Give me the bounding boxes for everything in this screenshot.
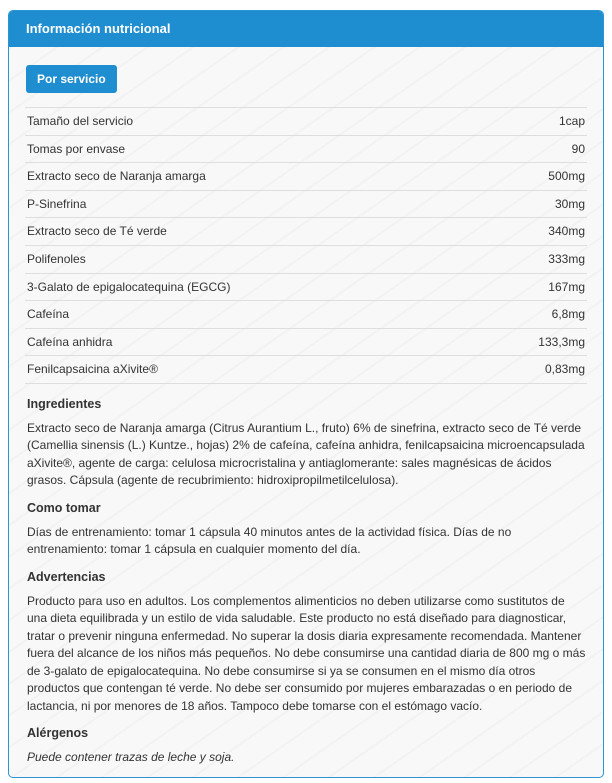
table-row <box>25 356 587 384</box>
table-row <box>25 329 587 357</box>
ingredients-section <box>25 397 587 490</box>
table-row <box>25 301 587 329</box>
panel-body <box>9 47 603 767</box>
nutrient-value: 6,8mg <box>551 307 585 322</box>
allergens-title: Alérgenos <box>27 726 89 741</box>
usage-text: Días de entrenamiento: tomar 1 cápsula 40 minutos antes de la actividad física. Días de no entrenamiento: tomar 1 cápsula en cualquier momento del día. <box>27 524 512 557</box>
nutrient-value: 0,83mg <box>544 362 585 377</box>
ingredients-title: Ingredientes <box>27 396 102 411</box>
nutrient-name: Extracto seco de Naranja amarga <box>27 169 206 184</box>
nutrient-name: Fenilcapsaicina aXivite® <box>27 362 158 377</box>
nutrition-table <box>25 107 587 384</box>
allergens-section <box>25 726 587 767</box>
nutrient-name: Cafeína anhidra <box>27 334 113 349</box>
allergens-text: Puede contener trazas de leche y soja. <box>27 750 235 765</box>
nutrient-value: 500mg <box>548 169 585 184</box>
nutrient-name: 3-Galato de epigalocatequina (EGCG) <box>27 279 231 294</box>
nutrient-value: 133,3mg <box>538 334 585 349</box>
usage-section <box>25 501 587 559</box>
nutrient-value: 167mg <box>548 279 585 294</box>
nutrition-panel <box>8 10 604 778</box>
nutrient-value: 340mg <box>548 224 585 239</box>
nutrient-value: 30mg <box>554 196 585 211</box>
table-row <box>25 108 587 136</box>
nutrient-name: Cafeína <box>27 307 70 322</box>
panel-header: Información nutricional <box>9 11 603 47</box>
table-row <box>25 163 587 191</box>
table-row <box>25 274 587 302</box>
nutrient-name: Tamaño del servicio <box>27 114 134 128</box>
usage-title: Como tomar <box>27 500 101 515</box>
table-row <box>25 136 587 164</box>
nutrient-name: Tomas por envase <box>27 141 126 156</box>
warnings-section <box>25 570 587 716</box>
nutrient-value: 333mg <box>548 251 585 266</box>
warnings-title: Advertencias <box>27 569 106 584</box>
ingredients-text: Extracto seco de Naranja amarga (Citrus Aurantium L., fruto) 6% de sinefrina, extracto seco de Té verde (Camellia sinensis (L.) Kuntze., hojas) 2% de cafeína, cafeína anhidra, fenilcapsaicina microencapsulada aXivite®, agente de carga: celulosa microcristalina y antiaglomerante: sales magnésicas de ácidos grasos. Cápsula (agente de recubrimiento: hidroxipropilmetilcelulosa). <box>27 420 585 488</box>
table-row <box>25 218 587 246</box>
nutrient-value: 90 <box>571 141 585 156</box>
nutrient-value: 1cap <box>558 114 585 128</box>
table-row <box>25 191 587 219</box>
nutrient-name: Extracto seco de Té verde <box>27 224 167 239</box>
nutrient-name: Polifenoles <box>27 251 86 266</box>
warnings-text: Producto para uso en adultos. Los complementos alimenticios no deben utilizarse como sustitutos de una dieta equilibrada y un estilo de vida saludable. Este producto no está diseñado para diagnosticar, tratar o prevenir ninguna enfermedad. No superar la dosis diaria expresamente recomendada. Mantener fuera del alcance de los niños más pequeños. No debe consumirse una cantidad diaria de 800 mg o más de 3-galato de epigalocatequina. No debe consumirse si ya se consumen en el mismo día otros productos que contengan té verde. No debe ser consumido por mujeres embarazadas o en periodo de lactancia, ni por menores de 18 años. Tampoco debe tomarse con el estómago vacío. <box>27 593 586 713</box>
nutrient-name: P-Sinefrina <box>27 196 87 211</box>
table-row <box>25 246 587 274</box>
per-serving-button[interactable]: Por servicio <box>26 65 117 93</box>
